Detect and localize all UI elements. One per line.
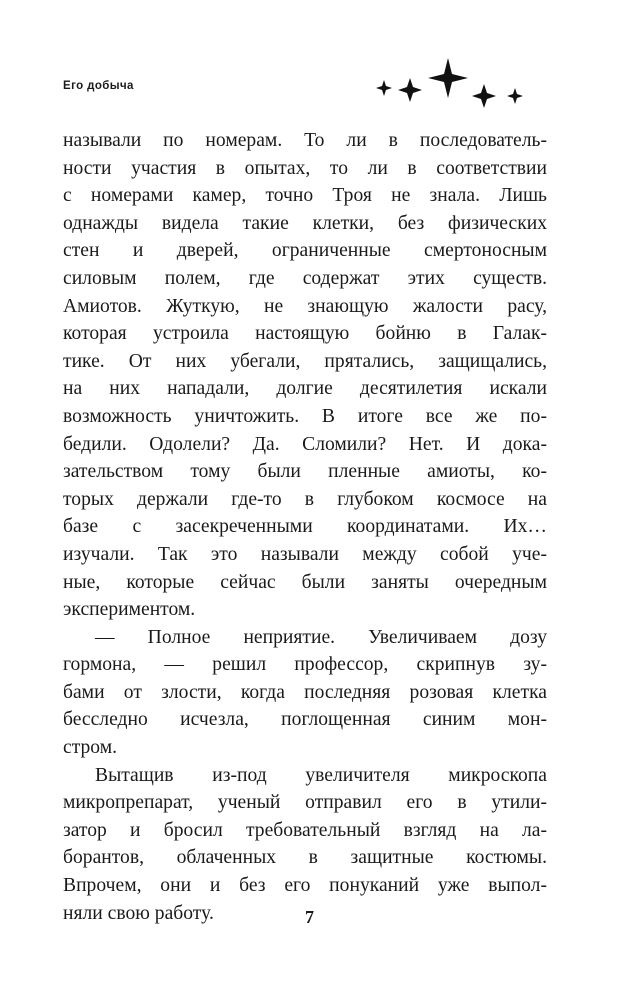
text-line: силовым полем, где содержат этих существ. — [63, 267, 547, 289]
text-line: стен и дверей, ограниченные смертоносным — [63, 240, 547, 262]
text-line: ности участия в опытах, то ли в соответствии — [63, 157, 547, 179]
text-line: возможность уничтожить. В итоге все же по- — [63, 405, 547, 427]
text-line: микропрепарат, ученый отправил его в утили- — [63, 792, 547, 814]
text-line: — Полное неприятие. Увеличиваем дозу — [95, 626, 547, 648]
sparkle-stars-icon — [370, 56, 530, 112]
text-line: Вытащив из-под увеличителя микроскопа — [95, 764, 547, 786]
text-line: однажды видела такие клетки, без физических — [63, 212, 547, 234]
text-line: изучали. Так это называли между собой уче- — [63, 543, 547, 565]
text-line: которая устроила настоящую бойню в Галак- — [63, 323, 547, 345]
running-title: Его добыча — [63, 80, 134, 92]
text-line: бедили. Одолели? Да. Сломили? Нет. И дока- — [63, 433, 547, 455]
text-line: стром. — [63, 737, 118, 759]
text-line: называли по номерам. То ли в последователь- — [63, 130, 547, 151]
text-line: няли свою работу. — [63, 902, 214, 924]
text-line: ные, которые сейчас были заняты очередным — [63, 571, 547, 593]
text-line: затор и бросил требовательный взгляд на ла- — [63, 819, 547, 841]
text-line: бами от злости, когда последняя розовая клетка — [63, 681, 547, 703]
text-line: тике. От них убегали, прятались, защищались, — [63, 350, 547, 372]
text-line: гормона, — решил профессор, скрипнув зу- — [63, 654, 547, 676]
text-line: на них нападали, долгие десятилетия искали — [63, 378, 547, 400]
text-line: торых держали где-то в глубоком космосе на — [63, 488, 547, 510]
text-line: экспериментом. — [63, 599, 196, 621]
text-line: борантов, облаченных в защитные костюмы. — [63, 847, 547, 869]
text-line: Впрочем, они и без его понуканий уже выпол- — [63, 875, 547, 897]
text-line: с номерами камер, точно Троя не знала. Лишь — [63, 185, 547, 207]
text-line: бесследно исчезла, поглощенная синим мон- — [63, 709, 547, 731]
text-line: зательством тому были пленные амиоты, ко- — [63, 461, 547, 483]
text-line: Амиотов. Жуткую, не знающую жалости расу, — [63, 295, 547, 317]
page-number: 7 — [305, 907, 314, 927]
text-line: базе с засекреченными координатами. Их… — [63, 516, 547, 538]
body-text — [63, 127, 547, 927]
